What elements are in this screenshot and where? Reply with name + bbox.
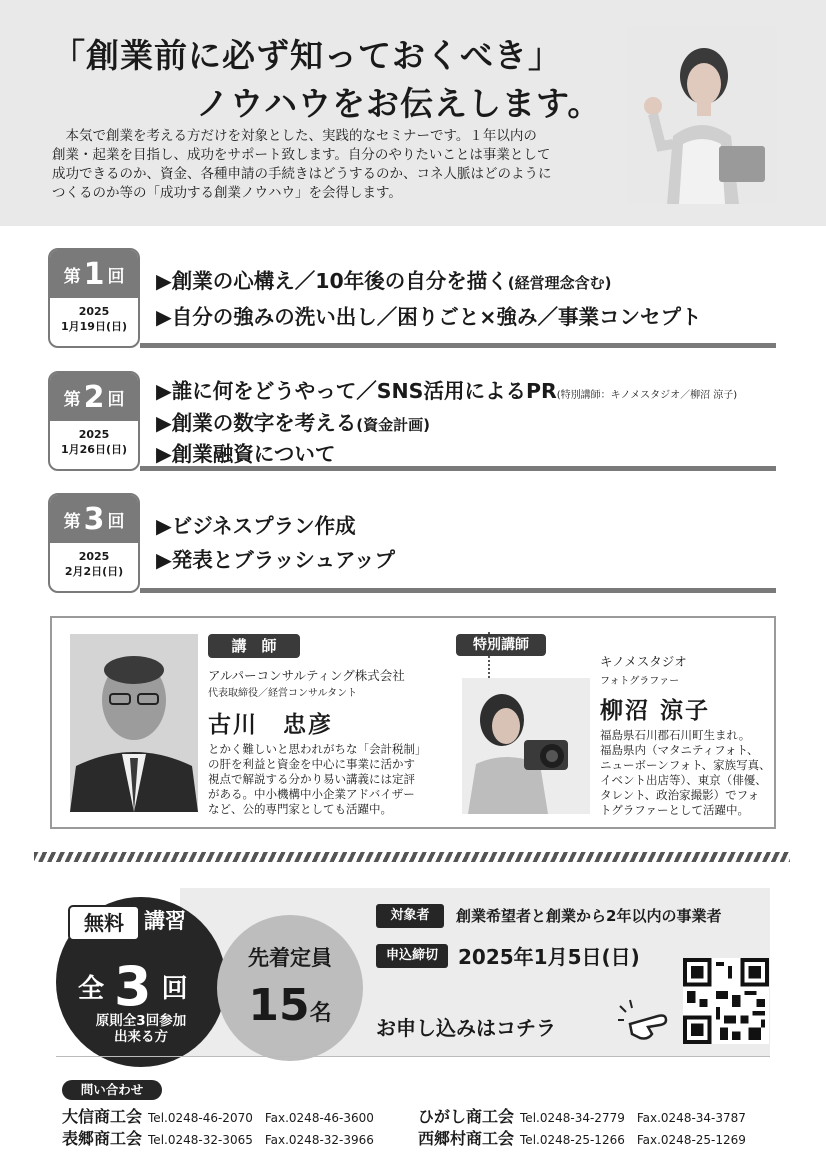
page-title-line2: ノウハウをお伝えします。 (196, 84, 602, 123)
bio-line: トグラファーとして活躍中。 (600, 803, 750, 817)
session-item (156, 374, 737, 404)
condition-line: 出来る方 (114, 1029, 168, 1045)
target-tag: 対象者 (376, 904, 444, 928)
session-year: 2025 (78, 550, 110, 563)
instructors-box (50, 616, 776, 829)
contact-tel: Tel.0248-34-2779 Fax.0248-34-3787 (520, 1111, 746, 1125)
contact-tel: Tel.0248-25-1266 Fax.0248-25-1269 (520, 1133, 746, 1147)
item-note: (特別講師：キノメスタジオ／柳沼 涼子) (556, 390, 738, 401)
session-item (156, 437, 335, 467)
contact-row (62, 1126, 374, 1149)
capacity-number: 15 (248, 980, 310, 1031)
session-item (156, 406, 430, 436)
session-2 (48, 371, 776, 471)
session-year: 2025 (78, 428, 110, 441)
bio-line: イベント出店等）、東京（俳優、 (600, 773, 767, 787)
special-instructor-company: キノメスタジオ (600, 654, 687, 669)
session-badge (48, 493, 140, 593)
attendance-condition (56, 1013, 226, 1045)
all-prefix: 全 (78, 974, 105, 1004)
session-year: 2025 (78, 305, 110, 318)
deadline-text: 2025年1月5日(日) (458, 945, 640, 969)
session-underline (140, 588, 776, 593)
instructor-bio (208, 742, 427, 817)
contact-row (418, 1126, 746, 1149)
intro-line: 成功できるのか、資金、各種申請の手続きはどうするのか、コネ人脈はどのように (52, 166, 552, 182)
bio-line: 視点で解説する分かり易い講義には定評 (208, 772, 415, 786)
item-sub: (経営理念含む) (507, 274, 612, 292)
session-prefix: 第 (63, 389, 81, 410)
session-item (156, 509, 356, 539)
session-date (50, 298, 138, 334)
condition-line: 原則全3回参加 (95, 1013, 187, 1029)
session-badge-title (50, 373, 138, 421)
item-main: ▶創業の数字を考える (156, 411, 357, 435)
first-come-label: 先着定員 (248, 946, 332, 970)
session-number: 1 (83, 256, 105, 292)
deadline-tag: 申込締切 (376, 944, 448, 968)
intro-line: 創業・起業を目指し、成功をサポート致します。自分のやりたいことは事業として (52, 147, 551, 163)
session-suffix: 回 (107, 511, 125, 532)
session-badge (48, 248, 140, 348)
special-instructor-label: 特別講師 (456, 634, 546, 656)
capacity-unit: 名 (309, 1001, 332, 1026)
session-date (50, 543, 138, 579)
free-badge: 無料 (68, 905, 140, 941)
contact-row (418, 1104, 746, 1127)
item-main: ▶自分の強みの洗い出し／困りごと×強み／事業コンセプト (156, 305, 702, 329)
session-day: 1月26日(日) (60, 443, 128, 456)
target-text: 創業希望者と創業から2年以内の事業者 (456, 907, 722, 925)
item-sub: (資金計画) (356, 416, 430, 434)
page-title-line1: 「創業前に必ず知っておくべき」 (52, 36, 562, 75)
session-badge-title (50, 250, 138, 298)
session-badge (48, 371, 140, 471)
session-item (156, 264, 612, 294)
intro-text (52, 127, 618, 203)
instructor-photo (70, 634, 198, 812)
session-3 (48, 493, 776, 593)
item-main: ▶ビジネスプラン作成 (156, 514, 356, 538)
instructor-label: 講 師 (208, 634, 300, 658)
session-day: 2月2日(日) (64, 565, 124, 578)
item-main: ▶誰に何をどうやって／SNS活用によるPR (156, 379, 557, 403)
session-underline (140, 343, 776, 348)
section-rule (56, 1056, 770, 1057)
session-date (50, 421, 138, 457)
session-number: 3 (83, 501, 105, 537)
special-instructor-bio (600, 728, 771, 818)
stripe-divider (34, 852, 790, 862)
instructor-company: アルパーコンサルティング株式会社 (208, 668, 405, 683)
contact-name: 西郷村商工会 (418, 1129, 515, 1148)
bio-line: の肝を利益と資金を中心に事業に活かす (208, 757, 415, 771)
instructor-role: 代表取締役／経営コンサルタント (208, 688, 358, 699)
instructor-name: 古川 忠彦 (208, 712, 333, 738)
session-underline (140, 466, 776, 471)
bio-line: など、公的専門家としても活躍中。 (208, 802, 392, 816)
contact-row (62, 1104, 374, 1127)
apply-text: お申し込みはコチラ (376, 1016, 556, 1040)
bio-line: 福島県内（マタニティフォト、 (600, 743, 759, 757)
bio-line: タレント、政治家撮影）でフォ (600, 788, 760, 802)
contact-tel: Tel.0248-32-3065 Fax.0248-32-3966 (148, 1133, 374, 1147)
contact-name: 表郷商工会 (62, 1129, 143, 1148)
item-main: ▶発表とブラッシュアップ (156, 548, 396, 572)
bio-line: ニューボーンフォト、家族写真、 (600, 758, 771, 772)
header-section (0, 0, 826, 226)
contact-name: 大信商工会 (62, 1107, 143, 1126)
intro-line: 本気で創業を考える方だけを対象とした、実践的なセミナーです。１年以内の (52, 128, 537, 144)
bio-line: 福島県石川郡石川町生まれ。 (600, 728, 751, 742)
session-day: 1月19日(日) (60, 320, 128, 333)
session-1 (48, 248, 776, 348)
lecture-label: 講習 (144, 909, 186, 933)
contact-label: 問い合わせ (62, 1080, 162, 1100)
session-prefix: 第 (63, 511, 81, 532)
item-main: ▶創業の心構え／10年後の自分を描く (156, 269, 508, 293)
special-instructor-name: 柳沼 涼子 (600, 698, 711, 724)
session-suffix: 回 (107, 266, 125, 287)
qr-code[interactable] (683, 958, 769, 1044)
special-instructor-role: フォトグラファー (600, 676, 680, 687)
bio-line: とかく難しいと思われがちな「会計税制」 (208, 742, 427, 756)
item-main: ▶創業融資について (156, 442, 336, 466)
hero-photo (627, 26, 777, 204)
session-count (78, 955, 188, 1018)
count-unit: 回 (161, 974, 188, 1004)
contact-name: ひがし商工会 (418, 1107, 515, 1126)
session-prefix: 第 (63, 266, 81, 287)
session-suffix: 回 (107, 389, 125, 410)
session-item (156, 300, 701, 330)
session-item (156, 543, 395, 573)
capacity-value (217, 980, 363, 1031)
contact-tel: Tel.0248-46-2070 Fax.0248-46-3600 (148, 1111, 374, 1125)
count-number: 3 (114, 955, 152, 1018)
pointing-hand-icon (618, 998, 674, 1044)
session-badge-title (50, 495, 138, 543)
intro-line: つくるのか等の「成功する創業ノウハウ」を会得します。 (52, 185, 402, 201)
special-instructor-photo (462, 678, 590, 814)
bio-line: がある。中小機構中小企業アドバイザー (208, 787, 415, 801)
session-number: 2 (83, 379, 105, 415)
